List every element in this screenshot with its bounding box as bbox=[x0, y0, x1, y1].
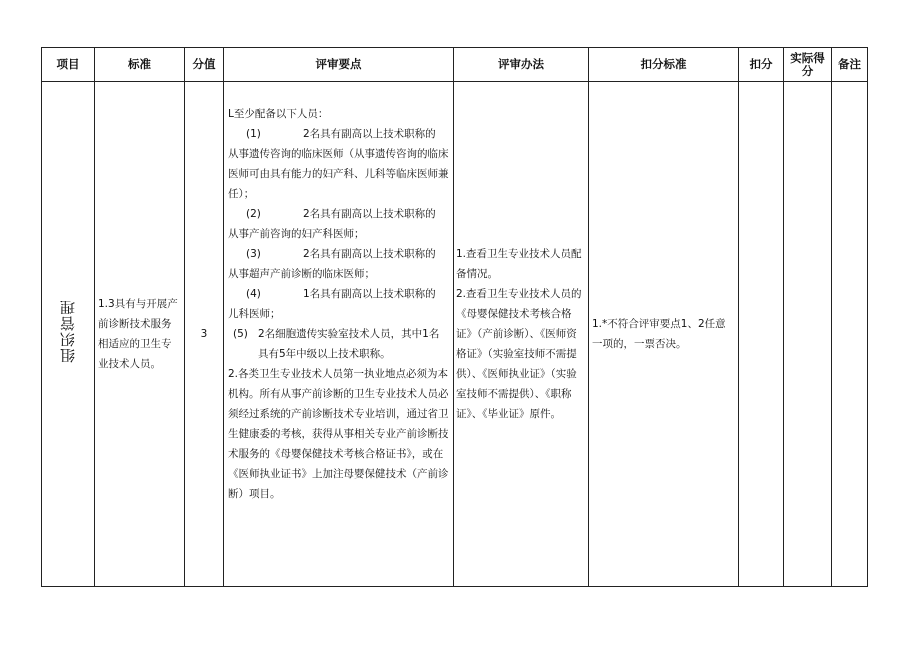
header-points: 评审要点 bbox=[224, 48, 454, 82]
point-item-4 bbox=[228, 284, 449, 324]
point-2: 2.各类卫生专业技术人员第一执业地点必须为本机构。所有从事产前诊断的卫生专业技术人员必须经过系统的产前诊断技术专业培训，通过省卫生健康委的考核，获得从事相关专业产前诊断技术服务的《母婴保健技术考核合格证书》，或在《医师执业证书》上加注母婴保健技术（产前诊断）项目。 bbox=[228, 368, 449, 500]
point-item-3-rest: 从事超声产前诊断的临床医师； bbox=[228, 268, 375, 280]
deduction-cell[interactable] bbox=[739, 82, 784, 587]
evaluation-sheet bbox=[41, 47, 867, 564]
point-item-2 bbox=[228, 204, 449, 244]
point-item-1-first: 2名具有副高以上技术职称的 bbox=[303, 128, 436, 140]
point-item-2-rest: 从事产前咨询的妇产科医师； bbox=[228, 228, 365, 240]
point-item-5-num: (5) bbox=[233, 328, 248, 340]
point-item-4-rest: 儿科医师； bbox=[228, 308, 281, 320]
category-label: 组织管理 bbox=[59, 298, 77, 363]
point-item-3-num: (3) bbox=[246, 248, 261, 260]
point-item-5-text: 2名细胞遗传实验室技术人员，其中1名具有5年中级以上技术职称。 bbox=[258, 328, 440, 360]
point-item-4-num: (4) bbox=[246, 288, 261, 300]
method-cell bbox=[454, 82, 589, 587]
header-remarks: 备注 bbox=[832, 48, 868, 82]
method-text: 1.查看卫生专业技术人员配备情况。 2.查看卫生专业技术人员的《母婴保健技术考核合格证》（产前诊断）、《医师资格证》（实验室技师不需提供）、《医师执业证》（实验室技师不需提供）、《职称证》、《毕业证》原件。 bbox=[456, 248, 582, 420]
table-row bbox=[42, 82, 868, 587]
header-actual-score bbox=[784, 48, 832, 82]
point-item-3-first: 2名具有副高以上技术职称的 bbox=[303, 248, 436, 260]
points-cell bbox=[224, 82, 454, 587]
category-cell bbox=[42, 82, 95, 587]
point-item-3 bbox=[228, 244, 449, 284]
point-item-1 bbox=[228, 124, 449, 204]
point-item-2-num: (2) bbox=[246, 208, 261, 220]
point-item-1-num: (1) bbox=[246, 128, 261, 140]
points-intro: L至少配备以下人员： bbox=[228, 108, 329, 120]
remarks-cell[interactable] bbox=[832, 82, 868, 587]
point-item-4-first: 1名具有副高以上技术职称的 bbox=[303, 288, 436, 300]
point-item-2-first: 2名具有副高以上技术职称的 bbox=[303, 208, 436, 220]
header-deduction-standard: 扣分标准 bbox=[589, 48, 739, 82]
header-standard: 标准 bbox=[95, 48, 185, 82]
header-deduction: 扣分 bbox=[739, 48, 784, 82]
point-item-1-rest: 从事遗传咨询的临床医师（从事遗传咨询的临床医师可由具有能力的妇产科、儿科等临床医师兼任）； bbox=[228, 148, 449, 200]
actual-score-cell[interactable] bbox=[784, 82, 832, 587]
header-row bbox=[42, 48, 868, 82]
deduction-standard-cell: 1.*不符合评审要点1、2任意一项的，一票否决。 bbox=[589, 82, 739, 587]
header-item: 项目 bbox=[42, 48, 95, 82]
evaluation-table bbox=[41, 47, 868, 587]
score-cell: 3 bbox=[185, 82, 224, 587]
header-score: 分值 bbox=[185, 48, 224, 82]
header-actual-score-line2: 分 bbox=[801, 63, 814, 78]
header-actual-score-line1: 实际得 bbox=[790, 50, 825, 65]
header-method: 评审办法 bbox=[454, 48, 589, 82]
standard-cell: 1.3具有与开展产前诊断技术服务相适应的卫生专业技术人员。 bbox=[95, 82, 185, 587]
point-item-5 bbox=[228, 324, 449, 364]
